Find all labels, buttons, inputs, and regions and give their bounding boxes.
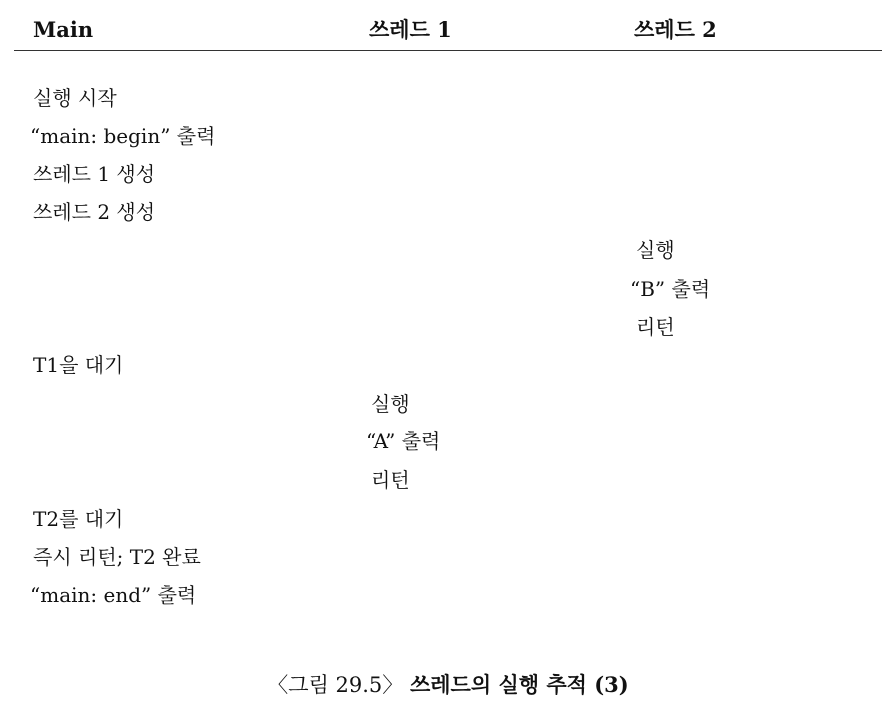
header-main: Main — [33, 17, 94, 42]
figure-caption — [0, 671, 896, 699]
row-main-immediate-return: 즉시 리턴; T2 완료 — [33, 545, 201, 569]
row-main-create-t1: 쓰레드 1 생성 — [33, 162, 156, 186]
row-main-create-t2: 쓰레드 2 생성 — [33, 200, 156, 224]
row-main-wait-t1: T1을 대기 — [33, 353, 124, 377]
row-main-print-begin: “main: begin” 출력 — [30, 124, 216, 148]
header-thread-2: 쓰레드 2 — [634, 17, 717, 42]
row-t2-run: 실행 — [636, 238, 675, 262]
row-t1-print-a: “A” 출력 — [366, 429, 441, 453]
header-thread-1: 쓰레드 1 — [369, 17, 452, 42]
caption-label: 〈그림 29.5〉 — [267, 673, 404, 697]
row-t2-return: 리턴 — [636, 315, 675, 339]
row-main-start: 실행 시작 — [33, 86, 117, 110]
row-main-wait-t2: T2를 대기 — [33, 507, 124, 531]
caption-title: 쓰레드의 실행 추적 (3) — [409, 672, 629, 697]
row-t1-run: 실행 — [371, 392, 410, 416]
row-main-print-end: “main: end” 출력 — [30, 583, 197, 607]
row-t2-print-b: “B” 출력 — [630, 277, 711, 301]
row-t1-return: 리턴 — [371, 468, 410, 492]
header-rule — [14, 50, 882, 51]
